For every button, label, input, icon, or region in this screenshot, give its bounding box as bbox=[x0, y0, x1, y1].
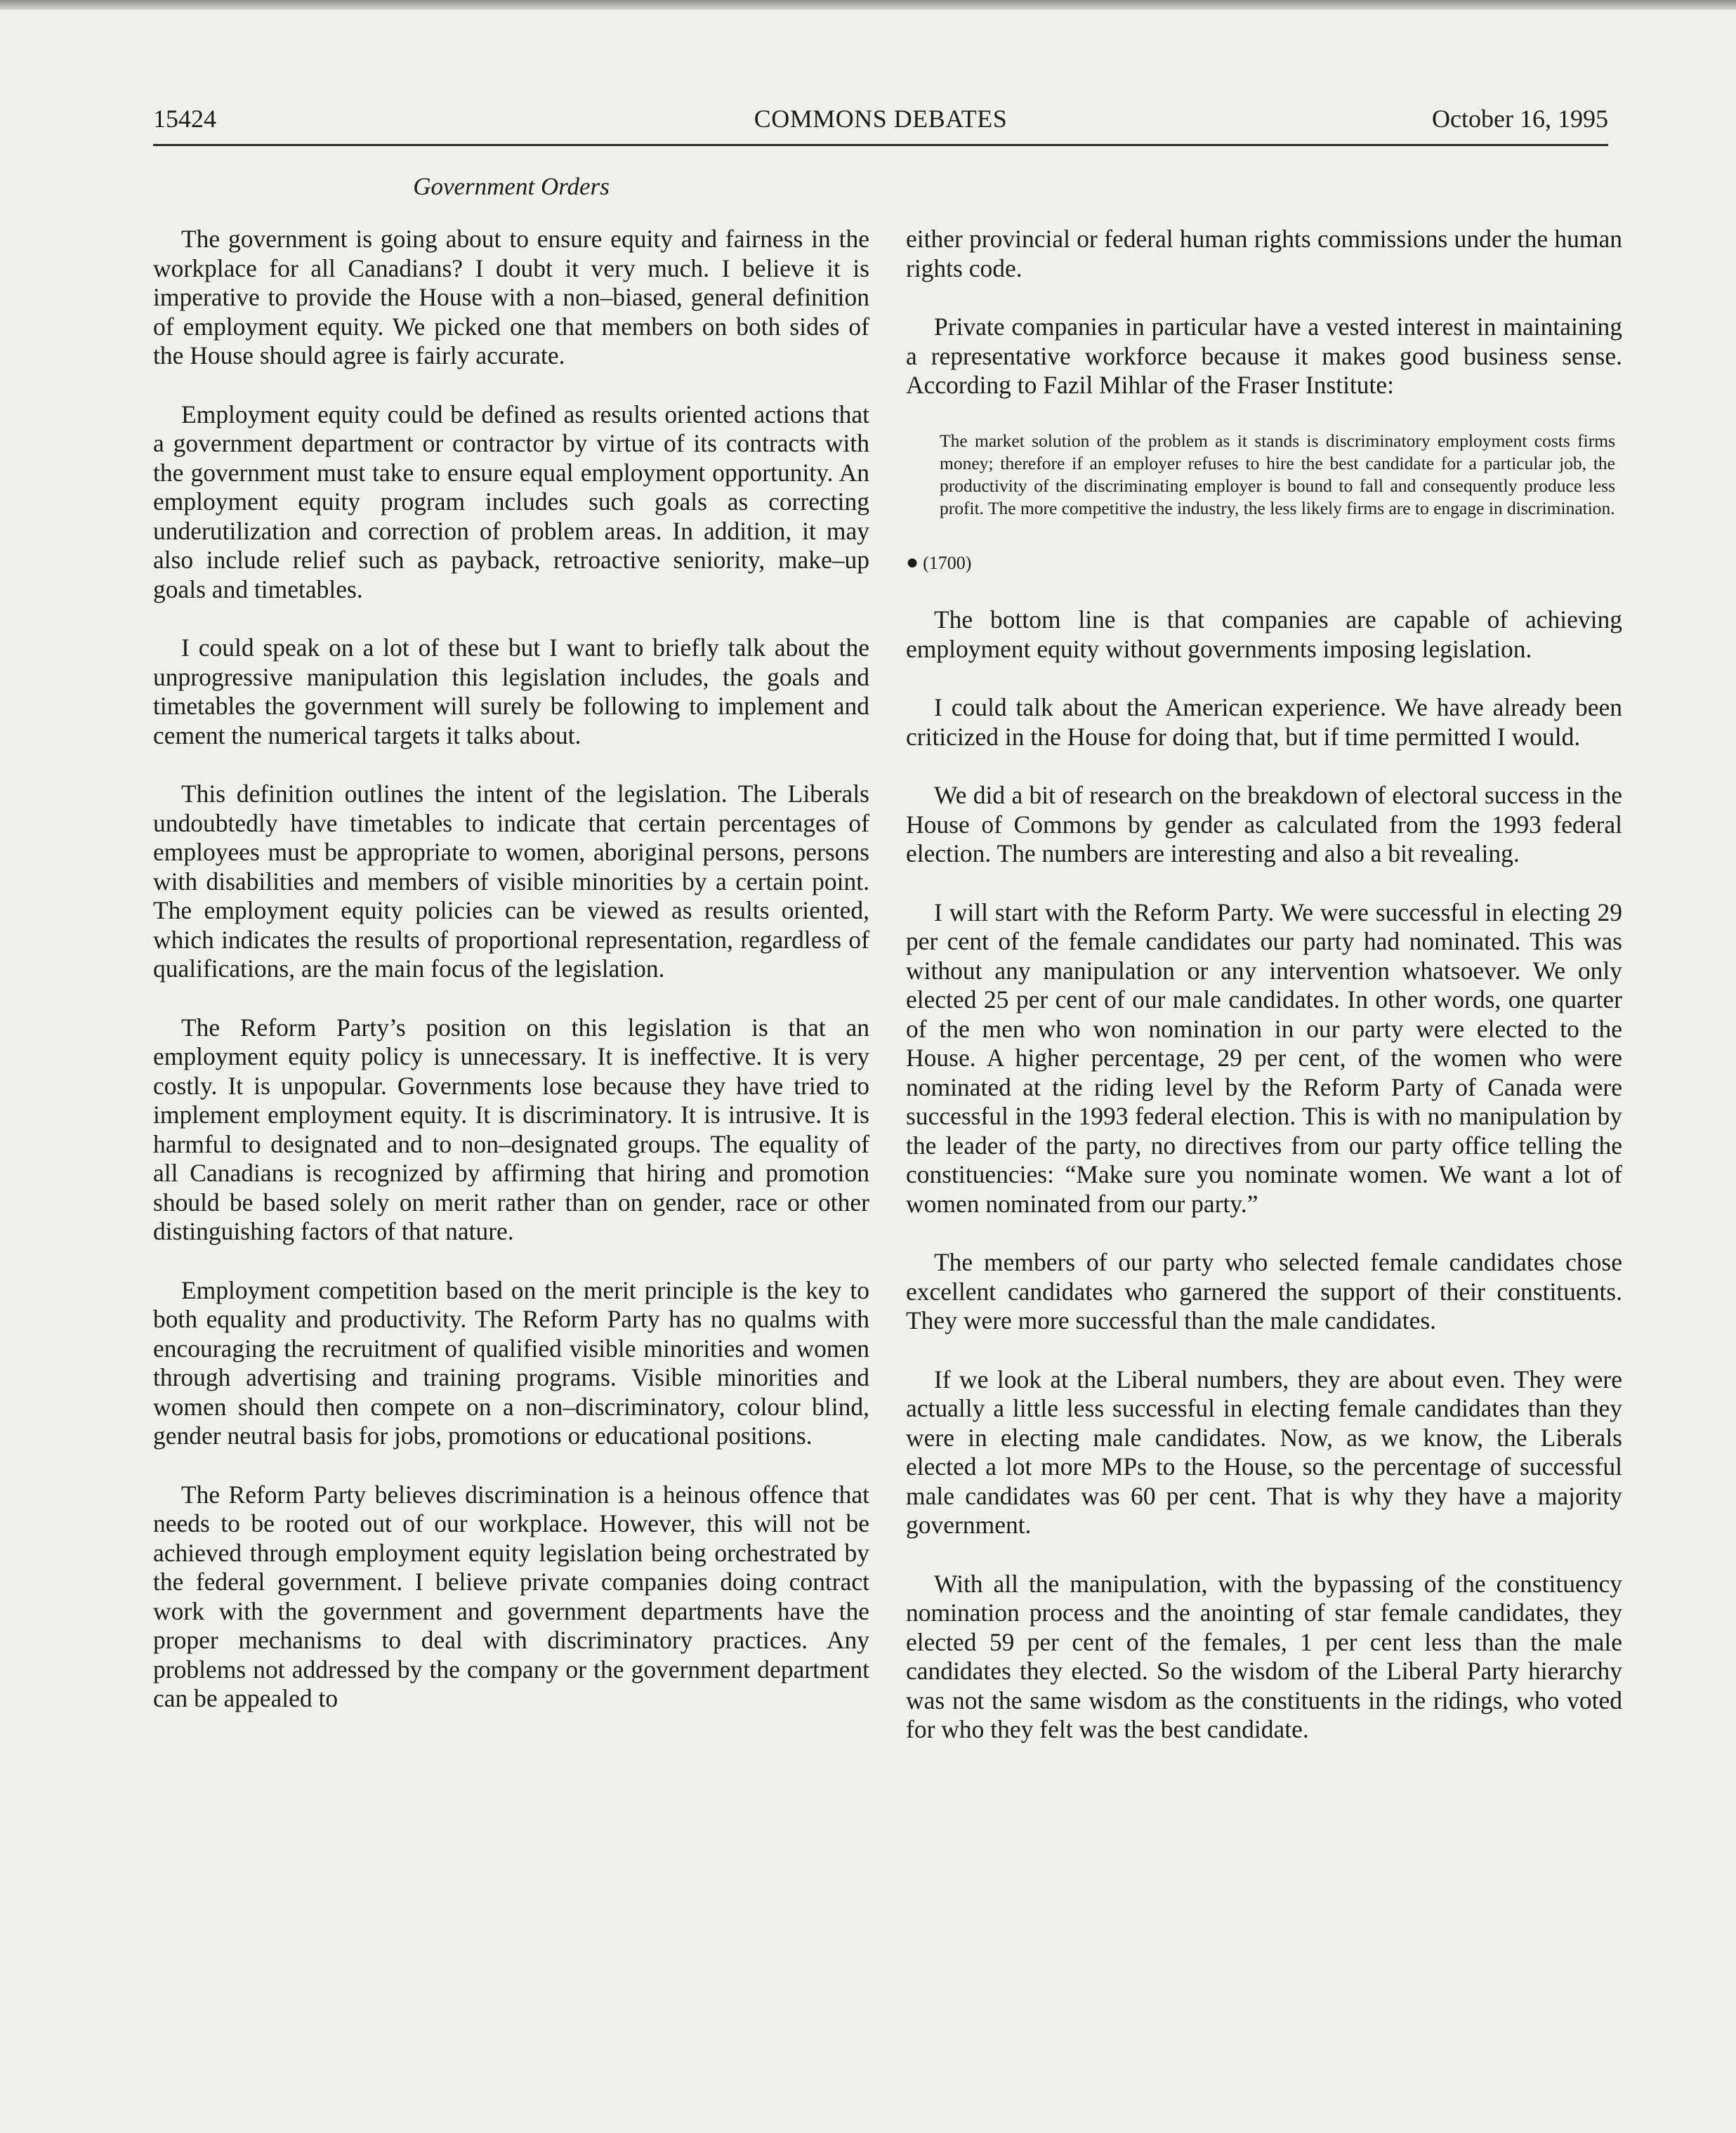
block-quote: The market solution of the problem as it stands is discriminatory employment costs firms money; therefore if an employer refuses to hire the best candidate for a particular job, the productivity of the discriminating employer is bound to fall and consequently produce less profit. The more competitive the industry, the less likely firms are to engage in discrimination. bbox=[940, 430, 1615, 518]
page-header bbox=[153, 104, 1608, 146]
paragraph: If we look at the Liberal numbers, they are about even. They were actually a little less successful in electing female candidates than they were in electing male candidates. Now, as we know, the Liberals elected a lot more MPs to the House, so the percentage of successful male candidates was 60 per cent. That is why they have a majority government. bbox=[906, 1365, 1622, 1539]
paragraph: Private companies in particular have a vested interest in maintaining a representative workforce because it makes good business sense. According to Fazil Mihlar of the Fraser Institute: bbox=[906, 313, 1622, 399]
left-column bbox=[153, 225, 869, 1743]
paragraph: We did a bit of research on the breakdown of electoral success in the House of Commons by gender as calculated from the 1993 federal election. The numbers are interesting and also a bit revealing. bbox=[906, 781, 1622, 867]
paragraph: The Reform Party believes discrimination is a heinous offence that needs to be rooted out of our workplace. However, this will not be achieved through employment equity legislation being orchestrated by the federal government. I believe private companies doing contract work with the government and government departments have the proper mechanisms to deal with discriminatory practices. Any problems not addressed by the company or the government department can be appealed to bbox=[153, 1480, 869, 1712]
paragraph: The Reform Party’s position on this legislation is that an employment equity policy is unnecessary. It is ineffective. It is very costly. It is unpopular. Governments lose because they have tried to implement employment equity. It is discriminatory. It is intrusive. It is harmful to designated and to non–designated groups. The equality of all Canadians is recognized by affirming that hiring and promotion should be based solely on merit rather than on gender, race or other distinguishing factors of that nature. bbox=[153, 1013, 869, 1245]
time-marker bbox=[906, 548, 1622, 578]
paragraph: I will start with the Reform Party. We were successful in electing 29 per cent of the female candidates our party had nominated. This was without any manipulation or any intervention whatsoever. We only elected 25 per cent of our male candidates. In other words, one quarter of the men who won nomination in our party were elected to the House. A higher percentage, 29 per cent, of the women who were nominated at the riding level by the Reform Party of Canada were successful in the 1993 federal election. This is with no manipulation by the leader of the party, no directives from our party office telling the constituencies: “Make sure you nominate women. We want a lot of women nominated from our party.” bbox=[906, 898, 1622, 1218]
paragraph: I could talk about the American experience. We have already been criticized in the House for doing that, but if time permitted I would. bbox=[906, 693, 1622, 751]
paragraph: This definition outlines the intent of the legislation. The Liberals undoubtedly have timetables to indicate that certain percentages of employees must be appropriate to women, aboriginal persons, persons with disabilities and members of visible minorities by a certain point. The employment equity policies can be viewed as results oriented, which indicates the results of proportional representation, regardless of qualifications, are the main focus of the legislation. bbox=[153, 780, 869, 983]
time-marker-text: (1700) bbox=[923, 552, 972, 573]
paragraph: The bottom line is that companies are capable of achieving employment equity without governments imposing legislation. bbox=[906, 605, 1622, 663]
scan-edge bbox=[0, 0, 1736, 10]
publication-date: October 16, 1995 bbox=[1432, 105, 1608, 133]
paragraph: Employment equity could be defined as results oriented actions that a government department or contractor by virtue of its contracts with the government must take to ensure equal employment opportunity. An employment equity program includes such goals as correcting underutilization and correction of problem areas. In addition, it may also include relief such as payback, retroactive seniority, make–up goals and timetables. bbox=[153, 400, 869, 603]
publication-title: COMMONS DEBATES bbox=[754, 105, 1008, 133]
bullet-icon: ● bbox=[906, 550, 919, 574]
right-column bbox=[906, 225, 1622, 1774]
paragraph: The members of our party who selected female candidates chose excellent candidates who garnered the support of their constituents. They were more successful than the male candidates. bbox=[906, 1248, 1622, 1334]
continued-paragraph: either provincial or federal human rights commissions under the human rights code. bbox=[906, 225, 1622, 282]
paragraph: The government is going about to ensure equity and fairness in the workplace for all Canadians? I doubt it very much. I believe it is imperative to provide the House with a non–biased, general definition of employment equity. We picked one that members on both sides of the House should agree is fairly accurate. bbox=[153, 225, 869, 369]
section-title: Government Orders bbox=[413, 173, 610, 200]
page-number: 15424 bbox=[153, 105, 216, 133]
paragraph: With all the manipulation, with the bypassing of the constituency nomination process and the anointing of star female candidates, they elected 59 per cent of the females, 1 per cent less than the male candidates they elected. So the wisdom of the Liberal Party hierarchy was not the same wisdom as the constituents in the ridings, who voted for who they felt was the best candidate. bbox=[906, 1569, 1622, 1743]
paragraph: Employment competition based on the merit principle is the key to both equality and productivity. The Reform Party has no qualms with encouraging the recruitment of qualified visible minorities and women through advertising and training programs. Visible minorities and women should then compete on a non–discriminatory, colour blind, gender neutral basis for jobs, promotions or educational positions. bbox=[153, 1275, 869, 1450]
header-rule bbox=[153, 144, 1608, 146]
paragraph: I could speak on a lot of these but I want to briefly talk about the unprogressive manipulation this legislation includes, the goals and timetables the government will surely be following to implement and cement the numerical targets it talks about. bbox=[153, 634, 869, 749]
